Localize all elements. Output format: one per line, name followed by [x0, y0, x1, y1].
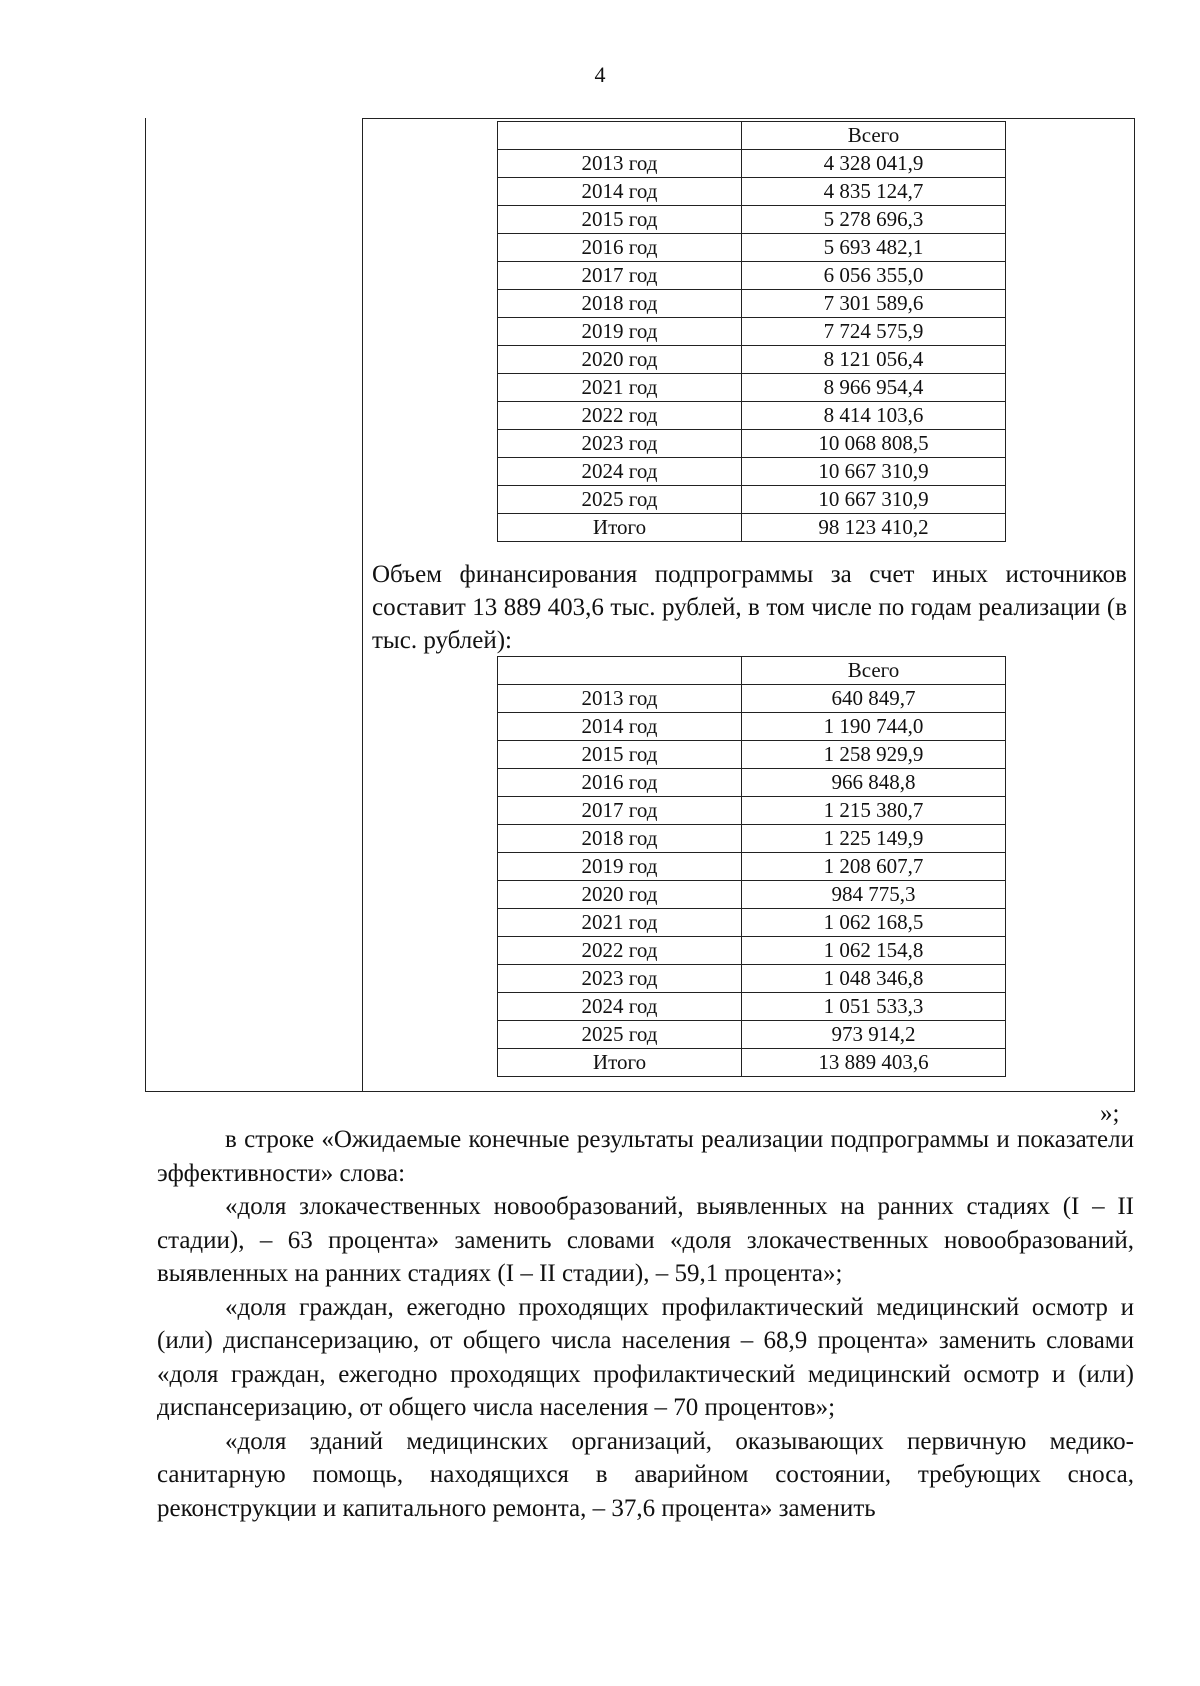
- other-sources-paragraph: Объем финансирования подпрограммы за счет иных источников составит 13 889 403,6 тыс. рублей, в том числе по годам реализации (в тыс. рублей):: [372, 561, 1127, 654]
- table-row: [498, 965, 1006, 993]
- value-cell: 1 062 154,8: [742, 937, 1006, 965]
- year-cell: 2020 год: [498, 881, 742, 909]
- table-row: [498, 402, 1006, 430]
- amendment-paragraph-3: «доля граждан, ежегодно проходящих профилактический медицинский осмотр и (или) диспансеризацию, от общего числа населения – 68,9 процента» заменить словами «доля граждан, ежегодно проходящих профилактический медицинский осмотр и (или) диспансеризацию, от общего числа населения – 70 процентов»;: [157, 1293, 1134, 1421]
- value-cell: 4 835 124,7: [742, 178, 1006, 206]
- year-cell: 2020 год: [498, 346, 742, 374]
- year-cell: 2017 год: [498, 797, 742, 825]
- value-cell: 1 215 380,7: [742, 797, 1006, 825]
- year-cell: 2021 год: [498, 909, 742, 937]
- table-total-row: [498, 514, 1006, 542]
- year-cell: 2023 год: [498, 965, 742, 993]
- value-cell: 966 848,8: [742, 769, 1006, 797]
- year-cell: 2015 год: [498, 741, 742, 769]
- value-cell: 6 056 355,0: [742, 262, 1006, 290]
- table-header-row: [498, 657, 1006, 685]
- value-cell: Всего: [742, 122, 1006, 150]
- closing-quote: »;: [1100, 1100, 1120, 1127]
- table-row: [498, 178, 1006, 206]
- year-cell: 2017 год: [498, 262, 742, 290]
- year-cell: 2025 год: [498, 486, 742, 514]
- value-cell: 8 414 103,6: [742, 402, 1006, 430]
- value-cell: 10 667 310,9: [742, 486, 1006, 514]
- year-cell: 2015 год: [498, 206, 742, 234]
- table-row: [498, 1021, 1006, 1049]
- value-cell: 640 849,7: [742, 685, 1006, 713]
- table-row: [498, 458, 1006, 486]
- table-row: [498, 430, 1006, 458]
- year-cell: 2022 год: [498, 402, 742, 430]
- table-row: [498, 881, 1006, 909]
- frame-top-border: [362, 118, 1134, 119]
- year-cell: 2019 год: [498, 318, 742, 346]
- value-cell: 1 225 149,9: [742, 825, 1006, 853]
- value-cell: 10 068 808,5: [742, 430, 1006, 458]
- year-cell: Итого: [498, 1049, 742, 1077]
- year-cell: 2022 год: [498, 937, 742, 965]
- value-cell: 1 190 744,0: [742, 713, 1006, 741]
- table-row: [498, 206, 1006, 234]
- year-cell: 2021 год: [498, 374, 742, 402]
- amendment-paragraph-4: «доля зданий медицинских организаций, оказывающих первичную медико-санитарную помощь, находящихся в аварийном состоянии, требующих сноса, реконструкции и капитального ремонта, – 37,6 процента» заменить: [157, 1427, 1134, 1522]
- value-cell: 7 301 589,6: [742, 290, 1006, 318]
- year-cell: 2024 год: [498, 993, 742, 1021]
- year-cell: 2018 год: [498, 290, 742, 318]
- amendment-paragraph-1: в строке «Ожидаемые конечные результаты реализации подпрограммы и показатели эффективности» слова:: [157, 1126, 1134, 1187]
- year-cell: 2023 год: [498, 430, 742, 458]
- column-divider: [362, 118, 363, 1091]
- year-cell: 2016 год: [498, 234, 742, 262]
- year-cell: 2014 год: [498, 178, 742, 206]
- financing-table-other-sources: [497, 656, 1006, 1077]
- table-row: [498, 685, 1006, 713]
- value-cell: 1 258 929,9: [742, 741, 1006, 769]
- table-row: [498, 318, 1006, 346]
- value-cell: 4 328 041,9: [742, 150, 1006, 178]
- value-cell: 973 914,2: [742, 1021, 1006, 1049]
- financing-table-other-sources-body: [498, 657, 1006, 1077]
- value-cell: 10 667 310,9: [742, 458, 1006, 486]
- table-row: [498, 993, 1006, 1021]
- year-cell: 2018 год: [498, 825, 742, 853]
- table-row: [498, 853, 1006, 881]
- value-cell: 13 889 403,6: [742, 1049, 1006, 1077]
- table-row: [498, 150, 1006, 178]
- table-row: [498, 262, 1006, 290]
- financing-table-total-body: [498, 122, 1006, 542]
- table-row: [498, 346, 1006, 374]
- value-cell: 984 775,3: [742, 881, 1006, 909]
- table-row: [498, 374, 1006, 402]
- year-cell: [498, 122, 742, 150]
- table-row: [498, 797, 1006, 825]
- value-cell: 1 208 607,7: [742, 853, 1006, 881]
- amendment-paragraph-2: «доля злокачественных новообразований, выявленных на ранних стадиях (I – II стадии), – 63 процента» заменить словами «доля злокачественных новообразований, выявленных на ранних стадиях (I – II стадии), – 59,1 процента»;: [157, 1193, 1134, 1287]
- value-cell: 5 278 696,3: [742, 206, 1006, 234]
- table-row: [498, 937, 1006, 965]
- table-row: [498, 486, 1006, 514]
- year-cell: 2024 год: [498, 458, 742, 486]
- table-total-row: [498, 1049, 1006, 1077]
- value-cell: 7 724 575,9: [742, 318, 1006, 346]
- year-cell: 2014 год: [498, 713, 742, 741]
- table-row: [498, 909, 1006, 937]
- value-cell: 1 051 533,3: [742, 993, 1006, 1021]
- table-row: [498, 825, 1006, 853]
- value-cell: 1 048 346,8: [742, 965, 1006, 993]
- value-cell: 5 693 482,1: [742, 234, 1006, 262]
- value-cell: 1 062 168,5: [742, 909, 1006, 937]
- amendment-text: [157, 1123, 1134, 1525]
- year-cell: 2016 год: [498, 769, 742, 797]
- financing-table-total: [497, 121, 1006, 542]
- value-cell: 98 123 410,2: [742, 514, 1006, 542]
- value-cell: Всего: [742, 657, 1006, 685]
- year-cell: [498, 657, 742, 685]
- year-cell: 2013 год: [498, 685, 742, 713]
- page-number: 4: [594, 62, 606, 87]
- year-cell: 2013 год: [498, 150, 742, 178]
- table-header-row: [498, 122, 1006, 150]
- year-cell: 2025 год: [498, 1021, 742, 1049]
- value-cell: 8 121 056,4: [742, 346, 1006, 374]
- table-row: [498, 234, 1006, 262]
- table-row: [498, 713, 1006, 741]
- year-cell: 2019 год: [498, 853, 742, 881]
- value-cell: 8 966 954,4: [742, 374, 1006, 402]
- table-row: [498, 769, 1006, 797]
- table-row: [498, 741, 1006, 769]
- year-cell: Итого: [498, 514, 742, 542]
- table-row: [498, 290, 1006, 318]
